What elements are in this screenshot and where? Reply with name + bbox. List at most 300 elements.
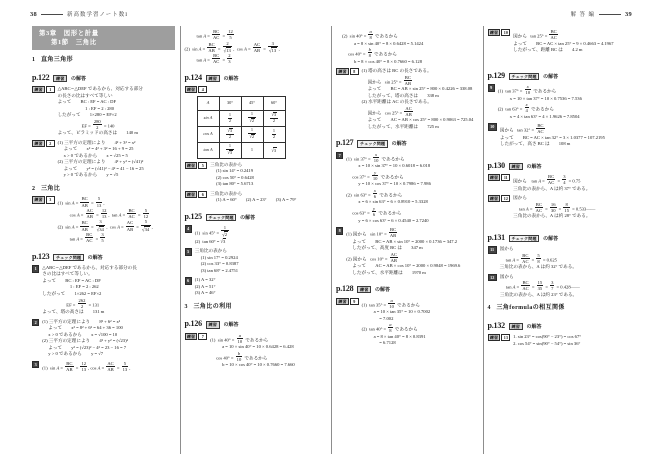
line: したがって、高さ BC は 108 m bbox=[499, 141, 571, 147]
line-math: tan A = $\frac{BC}{AC}$ = $\frac{16}{30}$ = $\frac{8}{15}$ = 0.533—— bbox=[519, 201, 596, 213]
table-row bbox=[197, 142, 285, 158]
exercise-2 bbox=[32, 140, 175, 179]
line-fraction: EF = $\frac{262}{2}$ = 131 bbox=[66, 297, 100, 309]
line: y > 0 であるから y = √5 bbox=[63, 172, 119, 178]
tag-renshu: 練習 bbox=[488, 174, 501, 181]
exercise-tag bbox=[488, 29, 511, 36]
line: y = 10 × cos 37° = 10 × 0.7986 = 7.986 bbox=[358, 181, 431, 187]
cell: $\frac{1}{2}$ bbox=[219, 110, 241, 126]
exercise-body bbox=[58, 196, 175, 243]
line-math: (2) 図から cos 10° = $\frac{AC}{AB}$ bbox=[346, 251, 397, 263]
check-problem-4 bbox=[185, 225, 327, 245]
line: x > 0 であるから x = √100 = 10 bbox=[48, 331, 118, 337]
tag-number: 4 bbox=[185, 225, 192, 233]
page-marker-132 bbox=[488, 320, 630, 331]
exercise-body bbox=[42, 265, 174, 316]
line: したがって、距離 BC は 4.2 m bbox=[513, 47, 583, 53]
exercise-tag bbox=[185, 277, 192, 285]
cell: √3 bbox=[263, 142, 285, 158]
tag-number: 10 bbox=[488, 123, 497, 131]
line: したがって、水平距離は 725 m bbox=[367, 123, 439, 129]
line: = 7.002 bbox=[373, 315, 394, 321]
line-math: 図から tan A = $\frac{BC}{AC}$ = $\frac{3}{4}$ = 0.75 bbox=[513, 174, 581, 186]
line: 1. sin 23° = cos(90° − 23°) = cos 67° bbox=[513, 334, 582, 340]
kaito-suffix: の解答 bbox=[543, 74, 559, 80]
line: よって BC = AB × sin 25° = 800 × 0.4226 = 338.08 bbox=[367, 86, 473, 92]
line-math: (1) tan 35° = $\frac{a}{10}$ であるから bbox=[361, 297, 421, 309]
section-heading-3 bbox=[185, 303, 327, 312]
exercise-tag bbox=[32, 86, 55, 93]
exercise-tag bbox=[185, 333, 208, 340]
column-grid bbox=[28, 26, 634, 454]
line: よって BC = AB × sin 10° = 2000 × 0.1736 = 347.2 bbox=[352, 238, 458, 244]
exercise-tag bbox=[185, 162, 208, 169]
line: したがって、高度 BC は 347 m bbox=[352, 245, 423, 251]
exercise-6 bbox=[185, 191, 327, 204]
row-label: cos A bbox=[197, 126, 219, 142]
trig-values-table bbox=[197, 96, 286, 158]
spacer bbox=[488, 54, 630, 63]
tag-number: 8 bbox=[350, 68, 359, 75]
kaito-suffix: の解答 bbox=[526, 164, 542, 170]
exercise-tag bbox=[32, 140, 55, 147]
line: b = 10 × cos 40° = 10 × 0.7660 = 7.660 bbox=[222, 362, 295, 368]
line-math: tan A = $\frac{BC}{AC}$ = $\frac{12}{5}$ bbox=[196, 29, 233, 41]
exercise-body bbox=[195, 225, 326, 245]
line-math: (1) sin 37° = $\frac{x}{10}$ であるから bbox=[346, 151, 405, 164]
exercise-body bbox=[513, 195, 629, 220]
continued-math-2 bbox=[336, 29, 478, 65]
page-number: p.126 bbox=[184, 319, 202, 329]
running-head-left bbox=[30, 10, 128, 18]
check-problem-6 bbox=[185, 277, 327, 297]
tag-renshu: 練習 bbox=[336, 68, 349, 75]
check-problem-8 bbox=[336, 227, 478, 276]
line: x = 4 × tan 63° = 4 × 1.9626 = 7.8504 bbox=[509, 113, 580, 119]
line: 図から bbox=[499, 246, 514, 252]
tag-renshu: 練習 bbox=[185, 191, 198, 198]
line: (2) 水平距離は AC の長さである。 bbox=[361, 99, 432, 105]
tag-number: 7 bbox=[336, 152, 343, 160]
exercise-body bbox=[336, 29, 478, 65]
page-marker-126 bbox=[185, 318, 327, 329]
exercise-body bbox=[513, 334, 629, 347]
line: 2. cos 54° = sin(90° − 54°) = sin 36° bbox=[513, 340, 581, 346]
renshu-tag: 練習 bbox=[206, 75, 220, 82]
line: よって x² = 4² + 3² = 16 + 9 = 25 bbox=[63, 146, 134, 152]
page-marker-128 bbox=[336, 283, 478, 294]
check-tag: チェック問題 bbox=[206, 214, 236, 221]
kaito-suffix: の解答 bbox=[71, 76, 87, 82]
exercise-tag bbox=[185, 248, 192, 256]
line: x = 10 × sin 37° = 10 × 0.6018 = 6.018 bbox=[358, 163, 431, 169]
line: 三角比の表から bbox=[210, 190, 243, 196]
exercise-tag bbox=[488, 246, 497, 254]
line-math: cos 37° = $\frac{y}{10}$ であるから bbox=[352, 169, 404, 182]
column-4 bbox=[483, 26, 635, 454]
line: a = 10 × sin 40° = 10 × 0.6428 = 6.428 bbox=[222, 344, 294, 350]
line-math: cos 40° = $\frac{b}{8}$ であるから bbox=[348, 47, 398, 59]
section-heading-1 bbox=[32, 56, 175, 65]
exercise-12 bbox=[488, 195, 630, 220]
check-tag: チェック問題 bbox=[53, 254, 83, 261]
line-math: cos A = $\frac{AC}{AB}$ = $\frac{12}{13}$ , tan A = $\frac{BC}{AC}$ = $\frac{5}{12}$ bbox=[69, 207, 149, 220]
tag-number: 7 bbox=[198, 333, 207, 340]
kaito-suffix: の解答 bbox=[391, 142, 407, 148]
kaito-suffix: の解答 bbox=[87, 255, 103, 261]
line: よって、塔の高さは 131 m bbox=[42, 309, 105, 315]
line: (2) A = 51° bbox=[194, 283, 216, 289]
page-number: p.132 bbox=[487, 320, 505, 330]
line-math: cos 40° = $\frac{b}{10}$ であるから bbox=[216, 350, 268, 363]
tag-number: 8 bbox=[336, 227, 343, 235]
table-header-row bbox=[197, 97, 285, 110]
section-number: 1 bbox=[32, 57, 36, 64]
folio-right: 39 bbox=[625, 10, 632, 18]
exercise-tag bbox=[488, 274, 497, 282]
exercise-tag bbox=[336, 68, 359, 75]
line: よって y² = (√23)² − 4² = 23 − 16 = 7 bbox=[48, 344, 127, 350]
line: x = 10 × tan 37° = 10 × 0.7536 = 7.536 bbox=[509, 95, 582, 101]
line: したがって 1×280 = EF×2 bbox=[57, 112, 117, 118]
line: 1 : EF = 2 : 262 bbox=[42, 284, 99, 290]
line: (1) A = 60° (2) A = 23° (3) A = 79° bbox=[216, 197, 297, 203]
exercise-tag bbox=[32, 196, 55, 203]
page-number: p.125 bbox=[184, 211, 202, 221]
line-fraction: EF = $\frac{280}{2}$ = 140 bbox=[81, 118, 115, 130]
line: △ABC∽△DEF であるから、対応する部分の長 bbox=[42, 264, 137, 270]
table-row bbox=[197, 110, 285, 126]
line: したがって 1×262 = EF×2 bbox=[42, 291, 102, 296]
tag-number: 1 bbox=[32, 265, 39, 273]
tag-number: 2 bbox=[46, 140, 55, 147]
line: a = 8 × tan 40° = 8 × 0.8391 bbox=[373, 333, 426, 339]
check-problem-11 bbox=[488, 246, 630, 271]
line: よって BC = AC × tan 25° = 9 × 0.4663 = 4.1967 bbox=[513, 40, 614, 46]
tag-renshu: 練習 bbox=[32, 140, 45, 147]
line: (1) sin 17° = 0.2924 bbox=[200, 254, 238, 260]
check-problem-7 bbox=[336, 152, 478, 224]
line: 図から bbox=[513, 195, 527, 201]
section-title-right: 解 答 編 bbox=[570, 12, 595, 18]
running-head-right bbox=[571, 10, 632, 18]
line: の長さの比はすべて等しい bbox=[57, 92, 113, 98]
exercise-body bbox=[195, 248, 326, 274]
folio-left: 38 bbox=[30, 10, 37, 18]
section-name: 三角formulaの相互関係 bbox=[496, 305, 565, 312]
exercise-body bbox=[210, 333, 326, 369]
line: 1 : EF = 2 : 280 bbox=[57, 105, 115, 111]
spacer bbox=[488, 148, 630, 153]
tag-number: 11 bbox=[501, 174, 510, 181]
line-math: cos 63° = $\frac{y}{6}$ であるから bbox=[352, 205, 402, 218]
line-math: tan A = $\frac{BC}{AC}$ = $\frac{15}{35}$ = $\frac{3}{7}$ = 0.428—— bbox=[505, 280, 580, 292]
tag-number: 13 bbox=[501, 334, 510, 341]
check-tag: チェック問題 bbox=[509, 235, 539, 242]
exercise-body bbox=[498, 84, 629, 120]
exercise-tag bbox=[488, 174, 511, 181]
cell: $\frac{1}{√2}$ bbox=[241, 126, 263, 142]
exercise-3 bbox=[32, 196, 175, 243]
line: よって、ピラミッドの高さは 140 m bbox=[57, 130, 138, 136]
check-tag: チェック問題 bbox=[509, 73, 539, 80]
line: b = 8 × cos 40° = 8 × 0.7660 = 6.128 bbox=[354, 58, 423, 64]
continued-math-1 bbox=[185, 29, 327, 65]
line: (3) A = 46° bbox=[194, 290, 216, 296]
section-number: 3 bbox=[184, 303, 188, 310]
section-number: 4 bbox=[487, 305, 491, 312]
check-problem-12 bbox=[488, 274, 630, 299]
tag-number: 2 bbox=[32, 319, 39, 327]
line-math: tan A = $\frac{BC}{AC}$ = $\frac{3}{5}$ bbox=[69, 232, 104, 244]
section-title: 第1節 三角比 bbox=[51, 39, 97, 47]
check-tag: チェック問題 bbox=[357, 140, 387, 147]
exercise-body bbox=[362, 298, 478, 347]
line: (1) A = 32° bbox=[194, 277, 216, 283]
row-label: tan A bbox=[197, 142, 219, 158]
section-name: 直角三角形 bbox=[41, 57, 74, 64]
tag-number: 6 bbox=[198, 191, 207, 198]
trig-values-table-wrap bbox=[197, 96, 327, 158]
section-name: 三角比 bbox=[41, 185, 61, 192]
line-math: (2) tan 63° = $\frac{x}{4}$ であるから bbox=[497, 102, 554, 114]
exercise-tag bbox=[488, 84, 495, 92]
tag-number: 3 bbox=[32, 361, 39, 369]
line: △ABC∽△DEF であるから、対応する部分 bbox=[57, 86, 143, 92]
tag-number: 5 bbox=[198, 162, 207, 169]
line: (1) 三平方の定理により 8² + 6² = x² bbox=[42, 318, 121, 324]
exercise-11 bbox=[488, 174, 630, 192]
header-cell: 60° bbox=[263, 97, 285, 110]
line: = 6.7128 bbox=[373, 340, 396, 346]
check-problem-10 bbox=[488, 123, 630, 148]
tag-renshu: 練習 bbox=[185, 333, 198, 340]
exercise-tag bbox=[488, 195, 511, 202]
cell: $\frac{1}{2}$ bbox=[263, 126, 285, 142]
line-math: tan A = $\frac{BC}{AC}$ = $\frac{2}{3}$ bbox=[196, 53, 231, 65]
exercise-tag bbox=[336, 152, 343, 160]
line: (3) tan 68° = 2.4751 bbox=[200, 267, 238, 273]
exercise-8 bbox=[336, 68, 478, 130]
section-name: 三角比の利用 bbox=[193, 303, 232, 310]
kaito-suffix: の解答 bbox=[223, 323, 239, 329]
check-problem-1 bbox=[32, 265, 175, 316]
section-heading-4 bbox=[488, 304, 630, 313]
line-math: (1) tan 37° = $\frac{x}{10}$ であるから bbox=[497, 83, 557, 96]
renshu-tag: 練習 bbox=[206, 321, 220, 328]
tag-number: 1 bbox=[46, 86, 55, 93]
exercise-body bbox=[346, 152, 477, 224]
line-math: 図から tan 32° = $\frac{BC}{AC}$ bbox=[499, 123, 544, 135]
line: (1) sin 14° = 0.2419 bbox=[216, 168, 254, 174]
tag-number: 10 bbox=[501, 29, 510, 36]
page-marker-127 bbox=[336, 137, 478, 148]
exercise-9 bbox=[336, 298, 478, 347]
kaito-suffix: の解答 bbox=[223, 76, 239, 82]
line: 三角比の表から、A は約 23° である。 bbox=[499, 291, 578, 297]
exercise-tag bbox=[185, 225, 192, 233]
line: (1) 塔の高さは BC の長さである。 bbox=[361, 68, 432, 74]
kaito-suffix: の解答 bbox=[543, 236, 559, 242]
header-cell: 30° bbox=[219, 97, 241, 110]
line-math: (2) tan 60° = √3 bbox=[194, 237, 226, 245]
line: よって y² = (√41)² − 4² = 41 − 16 = 25 bbox=[63, 165, 144, 171]
line-math: (2) sin A = $\frac{BC}{AB}$ = $\frac{2}{√13}$ , cos A = $\frac{AC}{AB}$ = $\frac{3}{√13}$ , bbox=[184, 40, 280, 54]
exercise-body bbox=[210, 162, 326, 188]
rule-left bbox=[41, 14, 63, 15]
line: (2) cos 50° = 0.6428 bbox=[216, 174, 254, 180]
page-number: p.124 bbox=[184, 72, 202, 82]
line-math: 図から tan 25° = $\frac{BC}{AC}$ bbox=[513, 29, 557, 41]
exercise-tag bbox=[488, 334, 511, 341]
line: (2) cos 33° = 0.8387 bbox=[200, 261, 239, 267]
line: a = 10 × tan 35° = 10 × 0.7002 bbox=[373, 309, 431, 315]
tag-number: 4 bbox=[198, 86, 207, 93]
line: 図から bbox=[499, 273, 514, 279]
line-math: tan A = $\frac{BC}{AC}$ = $\frac{5}{8}$ = 0.625 bbox=[505, 252, 557, 264]
page-number: p.131 bbox=[487, 232, 505, 242]
table-row bbox=[197, 126, 285, 142]
cell: $\frac{√3}{2}$ bbox=[219, 126, 241, 142]
line: よって BC = AC × tan 32° = 3 × 1.0377 = 107.2195 bbox=[499, 134, 605, 140]
line-math: (2) tan 40° = $\frac{a}{8}$ であるから bbox=[361, 322, 418, 334]
exercise-tag bbox=[185, 191, 208, 198]
line-math: 図から sin 25° = $\frac{BC}{AB}$ bbox=[367, 74, 412, 86]
exercise-body bbox=[513, 174, 629, 192]
exercise-tag bbox=[488, 123, 497, 131]
cell: $\frac{1}{√3}$ bbox=[219, 142, 241, 158]
page-number: p.122 bbox=[32, 72, 50, 82]
page-number: p.129 bbox=[487, 70, 505, 80]
exercise-body bbox=[362, 68, 478, 130]
tag-number: 9 bbox=[488, 84, 495, 92]
line: (2) 三平方の定理により 4² + y² = (√41)² bbox=[57, 159, 144, 165]
line: よって BC : EF = AC : DF bbox=[42, 277, 101, 283]
line: a = 8 × sin 40° = 8 × 0.6428 = 5.1424 bbox=[354, 40, 424, 46]
exercise-13 bbox=[488, 334, 630, 347]
exercise-body bbox=[500, 123, 629, 148]
header-cell: 45° bbox=[241, 97, 263, 110]
exercise-4 bbox=[185, 86, 327, 93]
page-marker-123 bbox=[32, 251, 175, 262]
line: さの比はすべて等しい。 bbox=[42, 271, 93, 277]
spacer bbox=[488, 220, 630, 225]
exercise-tag bbox=[185, 86, 208, 93]
renshu-tag: 練習 bbox=[357, 286, 371, 293]
exercise-tag bbox=[336, 227, 343, 235]
page-marker-124 bbox=[185, 72, 327, 83]
line: したがって、塔の高さは 338 m bbox=[367, 92, 439, 98]
line: y = 6 × cos 63° = 6 × 0.4540 = 2.7240 bbox=[358, 217, 429, 223]
exercise-body bbox=[42, 319, 174, 358]
exercise-body bbox=[58, 86, 175, 137]
line-math: 図から cos 25° = $\frac{AC}{AB}$ bbox=[367, 105, 412, 118]
line: よって AC = AB × cos 10° = 2000 × 0.9848 = 1969.6 bbox=[352, 263, 461, 269]
tag-renshu: 練習 bbox=[32, 196, 45, 203]
tag-renshu: 練習 bbox=[488, 29, 501, 36]
rule-right bbox=[599, 14, 621, 15]
line: 三角比の表から、A は約 37° である。 bbox=[513, 185, 591, 191]
line-math: (2) sin A = $\frac{BC}{AB}$ = $\frac{3}{√34}$ , cos A = $\frac{AC}{AB}$ = $\frac{5}{√34}$ , bbox=[57, 219, 153, 233]
line-math: (2) sin 63° = $\frac{x}{6}$ であるから bbox=[346, 187, 403, 200]
check-problem-2 bbox=[32, 319, 175, 358]
line: よって AC = AB × cos 25° = 800 × 0.9063 = 725.04 bbox=[367, 117, 474, 123]
column-1 bbox=[28, 26, 180, 454]
exercise-tag bbox=[336, 298, 359, 305]
line-math: (1) sin 45° = $\frac{1}{√2}$ bbox=[194, 225, 228, 239]
tag-renshu: 練習 bbox=[185, 86, 198, 93]
exercise-body bbox=[500, 274, 629, 299]
line: y > 0 であるから y = √7 bbox=[48, 351, 104, 357]
tag-number: 5 bbox=[185, 248, 192, 256]
line: x > 0 であるから x = √25 = 5 bbox=[63, 152, 128, 158]
exercise-body bbox=[42, 361, 174, 373]
tag-number: 9 bbox=[350, 298, 359, 305]
line-math: (2) sin 40° = $\frac{a}{8}$ であるから bbox=[342, 29, 398, 41]
line: 三角比の表から、A は約 28° である。 bbox=[513, 213, 591, 219]
line: (3) tan 80° = 5.6713 bbox=[216, 181, 254, 187]
page-number: p.128 bbox=[336, 284, 354, 294]
line: 三角比の表から、A は約 32° である。 bbox=[499, 264, 577, 270]
tag-number: 3 bbox=[46, 196, 55, 203]
tag-number: 6 bbox=[185, 277, 192, 285]
tag-renshu: 練習 bbox=[336, 298, 349, 305]
renshu-tag: 練習 bbox=[53, 75, 67, 82]
row-label: sin A bbox=[197, 110, 219, 126]
exercise-body bbox=[58, 140, 175, 179]
kaito-suffix: の解答 bbox=[240, 215, 256, 221]
line: したがって、水平距離は 1970 m bbox=[352, 269, 426, 275]
cell: $\frac{√3}{2}$ bbox=[263, 110, 285, 126]
line: (2) 三平方の定理により 4² + y² = (√23)² bbox=[42, 338, 128, 344]
kaito-suffix: の解答 bbox=[375, 288, 391, 294]
page-number: p.127 bbox=[336, 138, 354, 148]
tag-number: 12 bbox=[501, 195, 510, 202]
tag-number: 11 bbox=[488, 246, 497, 254]
chapter-title: 第3章 図形と計量 bbox=[39, 30, 99, 37]
book-title-left: 新高数学習ノート数I bbox=[67, 12, 129, 18]
cell: 1 bbox=[241, 142, 263, 158]
line-math: (1) sin A = $\frac{BC}{AB}$ = $\frac{5}{13}$ , bbox=[57, 196, 105, 208]
renshu-tag: 練習 bbox=[509, 323, 523, 330]
line: 三角比の表から bbox=[210, 161, 243, 167]
tag-renshu: 練習 bbox=[185, 162, 198, 169]
page-number: p.123 bbox=[32, 251, 50, 261]
exercise-tag bbox=[32, 265, 39, 273]
page-marker-129 bbox=[488, 70, 630, 81]
exercise-1 bbox=[32, 86, 175, 137]
tag-renshu: 練習 bbox=[32, 86, 45, 93]
check-problem-9 bbox=[488, 84, 630, 120]
line: 三角比の表から bbox=[194, 248, 227, 254]
renshu-tag: 練習 bbox=[509, 163, 523, 170]
page-marker-131 bbox=[488, 232, 630, 243]
line: x = 6 × sin 63° = 6 × 0.8910 = 5.3328 bbox=[358, 199, 428, 205]
exercise-body bbox=[195, 277, 326, 297]
line-math: (1) sin A = $\frac{BC}{AB}$ = $\frac{12}{13}$ , cos A = $\frac{AC}{AB}$ = $\frac{5}{13}$ , bbox=[42, 360, 131, 372]
line-math: (1) sin 40° = $\frac{a}{10}$ であるから bbox=[210, 332, 269, 345]
exercise-body bbox=[346, 227, 477, 276]
column-3 bbox=[331, 26, 483, 454]
exercise-5 bbox=[185, 162, 327, 188]
line: (1) 三平方の定理により 4² + 3² = x² bbox=[57, 139, 136, 145]
check-problem-5 bbox=[185, 248, 327, 274]
exercise-body bbox=[185, 29, 327, 65]
section-heading-2 bbox=[32, 185, 175, 194]
cell: $\frac{1}{√2}$ bbox=[241, 110, 263, 126]
exercise-body bbox=[210, 191, 326, 204]
exercise-7 bbox=[185, 333, 327, 369]
